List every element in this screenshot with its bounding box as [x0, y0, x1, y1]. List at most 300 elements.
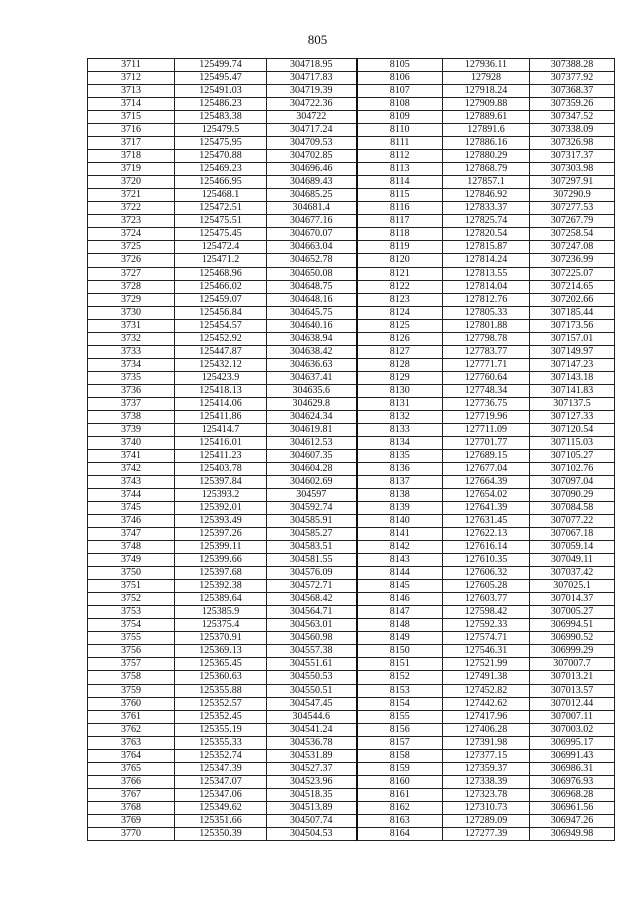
- y-coordinate-left-cell: 304547.45: [267, 697, 357, 710]
- x-coordinate-right-cell: 127616.14: [443, 541, 530, 554]
- x-coordinate-right-cell: 127521.99: [443, 658, 530, 671]
- x-coordinate-left-cell: 125468.1: [175, 189, 267, 202]
- x-coordinate-right-cell: 127891.6: [443, 124, 530, 137]
- table-row: [88, 801, 615, 814]
- x-coordinate-left-cell: 125414.06: [175, 397, 267, 410]
- point-number-left-cell: 3759: [88, 684, 175, 697]
- table-row: [88, 462, 615, 475]
- x-coordinate-left-cell: 125355.33: [175, 736, 267, 749]
- x-coordinate-left-cell: 125392.01: [175, 502, 267, 515]
- table-row: [88, 137, 615, 150]
- x-coordinate-left-cell: 125365.45: [175, 658, 267, 671]
- x-coordinate-left-cell: 125452.92: [175, 332, 267, 345]
- x-coordinate-right-cell: 127918.24: [443, 85, 530, 98]
- y-coordinate-left-cell: 304722: [267, 111, 357, 124]
- table-row: [88, 410, 615, 423]
- x-coordinate-right-cell: 127846.92: [443, 189, 530, 202]
- y-coordinate-left-cell: 304576.09: [267, 567, 357, 580]
- x-coordinate-left-cell: 125432.12: [175, 358, 267, 371]
- y-coordinate-right-cell: 307277.53: [530, 202, 615, 215]
- x-coordinate-left-cell: 125491.03: [175, 85, 267, 98]
- x-coordinate-left-cell: 125360.63: [175, 671, 267, 684]
- y-coordinate-right-cell: 307368.37: [530, 85, 615, 98]
- point-number-left-cell: 3755: [88, 632, 175, 645]
- point-number-right-cell: 8158: [357, 749, 443, 762]
- point-number-left-cell: 3747: [88, 528, 175, 541]
- x-coordinate-right-cell: 127880.29: [443, 150, 530, 163]
- table-row: [88, 228, 615, 241]
- x-coordinate-right-cell: 127574.71: [443, 632, 530, 645]
- point-number-left-cell: 3758: [88, 671, 175, 684]
- y-coordinate-right-cell: 307067.18: [530, 528, 615, 541]
- y-coordinate-left-cell: 304718.95: [267, 59, 357, 72]
- point-number-right-cell: 8147: [357, 606, 443, 619]
- x-coordinate-left-cell: 125375.4: [175, 619, 267, 632]
- point-number-left-cell: 3760: [88, 697, 175, 710]
- y-coordinate-right-cell: 307127.33: [530, 410, 615, 423]
- y-coordinate-right-cell: 307143.18: [530, 371, 615, 384]
- y-coordinate-left-cell: 304527.37: [267, 762, 357, 775]
- point-number-left-cell: 3738: [88, 410, 175, 423]
- y-coordinate-right-cell: 307303.98: [530, 163, 615, 176]
- x-coordinate-right-cell: 127598.42: [443, 606, 530, 619]
- x-coordinate-right-cell: 127936.11: [443, 59, 530, 72]
- point-number-right-cell: 8117: [357, 215, 443, 228]
- x-coordinate-right-cell: 127377.15: [443, 749, 530, 762]
- x-coordinate-right-cell: 127701.77: [443, 436, 530, 449]
- point-number-left-cell: 3757: [88, 658, 175, 671]
- point-number-right-cell: 8157: [357, 736, 443, 749]
- point-number-left-cell: 3770: [88, 827, 175, 840]
- x-coordinate-right-cell: 127814.24: [443, 254, 530, 267]
- x-coordinate-right-cell: 127338.39: [443, 775, 530, 788]
- x-coordinate-left-cell: 125423.9: [175, 371, 267, 384]
- point-number-right-cell: 8161: [357, 788, 443, 801]
- y-coordinate-right-cell: 307084.58: [530, 502, 615, 515]
- table-row: [88, 775, 615, 788]
- x-coordinate-right-cell: 127711.09: [443, 423, 530, 436]
- y-coordinate-right-cell: 307077.22: [530, 515, 615, 528]
- y-coordinate-left-cell: 304648.75: [267, 280, 357, 293]
- table-row: [88, 567, 615, 580]
- x-coordinate-right-cell: 127605.28: [443, 580, 530, 593]
- point-number-right-cell: 8144: [357, 567, 443, 580]
- x-coordinate-right-cell: 127417.96: [443, 710, 530, 723]
- y-coordinate-right-cell: 306947.26: [530, 814, 615, 827]
- y-coordinate-left-cell: 304717.83: [267, 72, 357, 85]
- point-number-right-cell: 8111: [357, 137, 443, 150]
- point-number-left-cell: 3740: [88, 436, 175, 449]
- x-coordinate-right-cell: 127798.78: [443, 332, 530, 345]
- y-coordinate-left-cell: 304677.16: [267, 215, 357, 228]
- point-number-right-cell: 8127: [357, 345, 443, 358]
- point-number-left-cell: 3764: [88, 749, 175, 762]
- table-row: [88, 293, 615, 306]
- table-row: [88, 645, 615, 658]
- x-coordinate-right-cell: 127812.76: [443, 293, 530, 306]
- y-coordinate-left-cell: 304597: [267, 489, 357, 502]
- x-coordinate-right-cell: 127442.62: [443, 697, 530, 710]
- y-coordinate-left-cell: 304563.01: [267, 619, 357, 632]
- table-row: [88, 267, 615, 280]
- y-coordinate-right-cell: 307258.54: [530, 228, 615, 241]
- x-coordinate-left-cell: 125411.23: [175, 449, 267, 462]
- point-number-left-cell: 3734: [88, 358, 175, 371]
- point-number-left-cell: 3727: [88, 267, 175, 280]
- table-row: [88, 788, 615, 801]
- x-coordinate-left-cell: 125399.66: [175, 554, 267, 567]
- table-row: [88, 619, 615, 632]
- x-coordinate-right-cell: 127592.33: [443, 619, 530, 632]
- x-coordinate-left-cell: 125459.07: [175, 293, 267, 306]
- y-coordinate-left-cell: 304709.53: [267, 137, 357, 150]
- y-coordinate-left-cell: 304681.4: [267, 202, 357, 215]
- x-coordinate-right-cell: 127452.82: [443, 684, 530, 697]
- point-number-left-cell: 3756: [88, 645, 175, 658]
- table-row: [88, 124, 615, 137]
- y-coordinate-right-cell: 307007.7: [530, 658, 615, 671]
- x-coordinate-left-cell: 125393.49: [175, 515, 267, 528]
- table-row: [88, 762, 615, 775]
- y-coordinate-right-cell: 306994.51: [530, 619, 615, 632]
- point-number-left-cell: 3749: [88, 554, 175, 567]
- x-coordinate-left-cell: 125370.91: [175, 632, 267, 645]
- point-number-right-cell: 8124: [357, 306, 443, 319]
- y-coordinate-right-cell: 307157.01: [530, 332, 615, 345]
- table-row: [88, 384, 615, 397]
- table-row: [88, 684, 615, 697]
- point-number-left-cell: 3725: [88, 241, 175, 254]
- table-row: [88, 541, 615, 554]
- x-coordinate-right-cell: 127654.02: [443, 489, 530, 502]
- y-coordinate-right-cell: 307225.07: [530, 267, 615, 280]
- y-coordinate-right-cell: 306999.29: [530, 645, 615, 658]
- y-coordinate-left-cell: 304638.94: [267, 332, 357, 345]
- point-number-left-cell: 3750: [88, 567, 175, 580]
- table-row: [88, 723, 615, 736]
- point-number-right-cell: 8119: [357, 241, 443, 254]
- x-coordinate-left-cell: 125349.62: [175, 801, 267, 814]
- x-coordinate-right-cell: 127771.71: [443, 358, 530, 371]
- y-coordinate-left-cell: 304518.35: [267, 788, 357, 801]
- y-coordinate-left-cell: 304624.34: [267, 410, 357, 423]
- y-coordinate-right-cell: 307120.54: [530, 423, 615, 436]
- x-coordinate-right-cell: 127546.31: [443, 645, 530, 658]
- y-coordinate-right-cell: 307247.08: [530, 241, 615, 254]
- point-number-right-cell: 8151: [357, 658, 443, 671]
- x-coordinate-right-cell: 127886.16: [443, 137, 530, 150]
- table-row: [88, 150, 615, 163]
- table-row: [88, 489, 615, 502]
- x-coordinate-right-cell: 127391.98: [443, 736, 530, 749]
- point-number-right-cell: 8148: [357, 619, 443, 632]
- y-coordinate-right-cell: 306949.98: [530, 827, 615, 840]
- point-number-right-cell: 8154: [357, 697, 443, 710]
- y-coordinate-left-cell: 304696.46: [267, 163, 357, 176]
- point-number-left-cell: 3767: [88, 788, 175, 801]
- y-coordinate-left-cell: 304663.04: [267, 241, 357, 254]
- point-number-left-cell: 3736: [88, 384, 175, 397]
- point-number-right-cell: 8139: [357, 502, 443, 515]
- y-coordinate-right-cell: 307059.14: [530, 541, 615, 554]
- x-coordinate-right-cell: 127815.87: [443, 241, 530, 254]
- x-coordinate-right-cell: 127689.15: [443, 449, 530, 462]
- point-number-right-cell: 8109: [357, 111, 443, 124]
- point-number-right-cell: 8123: [357, 293, 443, 306]
- x-coordinate-left-cell: 125479.5: [175, 124, 267, 137]
- table-row: [88, 476, 615, 489]
- point-number-right-cell: 8133: [357, 423, 443, 436]
- x-coordinate-left-cell: 125351.66: [175, 814, 267, 827]
- point-number-right-cell: 8134: [357, 436, 443, 449]
- y-coordinate-left-cell: 304638.42: [267, 345, 357, 358]
- y-coordinate-right-cell: 307102.76: [530, 462, 615, 475]
- table-row: [88, 85, 615, 98]
- y-coordinate-right-cell: 307012.44: [530, 697, 615, 710]
- point-number-left-cell: 3721: [88, 189, 175, 202]
- y-coordinate-left-cell: 304670.07: [267, 228, 357, 241]
- x-coordinate-left-cell: 125403.78: [175, 462, 267, 475]
- table-row: [88, 749, 615, 762]
- y-coordinate-left-cell: 304583.51: [267, 541, 357, 554]
- x-coordinate-left-cell: 125393.2: [175, 489, 267, 502]
- table-row: [88, 176, 615, 189]
- x-coordinate-right-cell: 127857.1: [443, 176, 530, 189]
- x-coordinate-left-cell: 125397.68: [175, 567, 267, 580]
- point-number-left-cell: 3765: [88, 762, 175, 775]
- point-number-right-cell: 8152: [357, 671, 443, 684]
- table-row: [88, 163, 615, 176]
- y-coordinate-left-cell: 304702.85: [267, 150, 357, 163]
- x-coordinate-left-cell: 125470.88: [175, 150, 267, 163]
- table-row: [88, 528, 615, 541]
- point-number-right-cell: 8160: [357, 775, 443, 788]
- x-coordinate-right-cell: 127783.77: [443, 345, 530, 358]
- table-row: [88, 358, 615, 371]
- x-coordinate-left-cell: 125350.39: [175, 827, 267, 840]
- y-coordinate-left-cell: 304564.71: [267, 606, 357, 619]
- x-coordinate-left-cell: 125347.39: [175, 762, 267, 775]
- table-row: [88, 371, 615, 384]
- point-number-left-cell: 3751: [88, 580, 175, 593]
- point-number-left-cell: 3752: [88, 593, 175, 606]
- y-coordinate-right-cell: 307003.02: [530, 723, 615, 736]
- table-row: [88, 98, 615, 111]
- x-coordinate-right-cell: 127310.73: [443, 801, 530, 814]
- point-number-left-cell: 3730: [88, 306, 175, 319]
- point-number-right-cell: 8137: [357, 476, 443, 489]
- point-number-left-cell: 3712: [88, 72, 175, 85]
- y-coordinate-left-cell: 304557.38: [267, 645, 357, 658]
- x-coordinate-left-cell: 125352.45: [175, 710, 267, 723]
- x-coordinate-left-cell: 125411.86: [175, 410, 267, 423]
- y-coordinate-left-cell: 304717.24: [267, 124, 357, 137]
- point-number-left-cell: 3724: [88, 228, 175, 241]
- table-row: [88, 580, 615, 593]
- point-number-right-cell: 8118: [357, 228, 443, 241]
- table-row: [88, 814, 615, 827]
- point-number-right-cell: 8129: [357, 371, 443, 384]
- y-coordinate-right-cell: 307013.21: [530, 671, 615, 684]
- x-coordinate-left-cell: 125397.26: [175, 528, 267, 541]
- y-coordinate-right-cell: 306991.43: [530, 749, 615, 762]
- x-coordinate-right-cell: 127889.61: [443, 111, 530, 124]
- point-number-left-cell: 3743: [88, 476, 175, 489]
- y-coordinate-right-cell: 306995.17: [530, 736, 615, 749]
- x-coordinate-left-cell: 125456.84: [175, 306, 267, 319]
- y-coordinate-left-cell: 304592.74: [267, 502, 357, 515]
- point-number-left-cell: 3718: [88, 150, 175, 163]
- x-coordinate-left-cell: 125466.02: [175, 280, 267, 293]
- x-coordinate-right-cell: 127760.64: [443, 371, 530, 384]
- table-row: [88, 72, 615, 85]
- point-number-right-cell: 8143: [357, 554, 443, 567]
- point-number-left-cell: 3732: [88, 332, 175, 345]
- x-coordinate-left-cell: 125347.07: [175, 775, 267, 788]
- y-coordinate-left-cell: 304652.78: [267, 254, 357, 267]
- y-coordinate-right-cell: 307141.83: [530, 384, 615, 397]
- x-coordinate-left-cell: 125399.11: [175, 541, 267, 554]
- point-number-left-cell: 3714: [88, 98, 175, 111]
- point-number-right-cell: 8122: [357, 280, 443, 293]
- y-coordinate-left-cell: 304650.08: [267, 267, 357, 280]
- y-coordinate-right-cell: 307267.79: [530, 215, 615, 228]
- x-coordinate-left-cell: 125352.74: [175, 749, 267, 762]
- x-coordinate-right-cell: 127491.38: [443, 671, 530, 684]
- point-number-right-cell: 8106: [357, 72, 443, 85]
- y-coordinate-left-cell: 304640.16: [267, 319, 357, 332]
- y-coordinate-left-cell: 304536.78: [267, 736, 357, 749]
- table-row: [88, 436, 615, 449]
- point-number-left-cell: 3762: [88, 723, 175, 736]
- x-coordinate-right-cell: 127631.45: [443, 515, 530, 528]
- table-row: [88, 449, 615, 462]
- table-row: [88, 423, 615, 436]
- y-coordinate-right-cell: 307202.66: [530, 293, 615, 306]
- x-coordinate-left-cell: 125475.95: [175, 137, 267, 150]
- x-coordinate-left-cell: 125418.13: [175, 384, 267, 397]
- y-coordinate-left-cell: 304523.96: [267, 775, 357, 788]
- x-coordinate-right-cell: 127323.78: [443, 788, 530, 801]
- y-coordinate-right-cell: 307105.27: [530, 449, 615, 462]
- point-number-right-cell: 8153: [357, 684, 443, 697]
- table-row: [88, 658, 615, 671]
- point-number-right-cell: 8132: [357, 410, 443, 423]
- point-number-left-cell: 3735: [88, 371, 175, 384]
- point-number-right-cell: 8110: [357, 124, 443, 137]
- table-row: [88, 593, 615, 606]
- point-number-right-cell: 8126: [357, 332, 443, 345]
- y-coordinate-left-cell: 304550.53: [267, 671, 357, 684]
- point-number-right-cell: 8120: [357, 254, 443, 267]
- x-coordinate-left-cell: 125389.64: [175, 593, 267, 606]
- point-number-left-cell: 3761: [88, 710, 175, 723]
- y-coordinate-right-cell: 307137.5: [530, 397, 615, 410]
- table-row: [88, 254, 615, 267]
- x-coordinate-right-cell: 127664.39: [443, 476, 530, 489]
- table-row: [88, 827, 615, 840]
- x-coordinate-right-cell: 127801.88: [443, 319, 530, 332]
- point-number-right-cell: 8159: [357, 762, 443, 775]
- y-coordinate-right-cell: 307097.04: [530, 476, 615, 489]
- y-coordinate-left-cell: 304585.91: [267, 515, 357, 528]
- y-coordinate-right-cell: 306986.31: [530, 762, 615, 775]
- y-coordinate-left-cell: 304513.89: [267, 801, 357, 814]
- x-coordinate-left-cell: 125347.06: [175, 788, 267, 801]
- point-number-right-cell: 8150: [357, 645, 443, 658]
- y-coordinate-left-cell: 304551.61: [267, 658, 357, 671]
- x-coordinate-right-cell: 127406.28: [443, 723, 530, 736]
- y-coordinate-right-cell: 306961.56: [530, 801, 615, 814]
- y-coordinate-left-cell: 304719.39: [267, 85, 357, 98]
- point-number-right-cell: 8105: [357, 59, 443, 72]
- y-coordinate-left-cell: 304648.16: [267, 293, 357, 306]
- x-coordinate-right-cell: 127805.33: [443, 306, 530, 319]
- point-number-left-cell: 3716: [88, 124, 175, 137]
- x-coordinate-right-cell: 127277.39: [443, 827, 530, 840]
- x-coordinate-right-cell: 127833.37: [443, 202, 530, 215]
- table-row: [88, 345, 615, 358]
- x-coordinate-right-cell: 127825.74: [443, 215, 530, 228]
- y-coordinate-left-cell: 304722.36: [267, 98, 357, 111]
- x-coordinate-left-cell: 125355.88: [175, 684, 267, 697]
- x-coordinate-right-cell: 127610.35: [443, 554, 530, 567]
- x-coordinate-right-cell: 127748.34: [443, 384, 530, 397]
- table-row: [88, 280, 615, 293]
- table-row: [88, 710, 615, 723]
- point-number-left-cell: 3769: [88, 814, 175, 827]
- table-row: [88, 241, 615, 254]
- x-coordinate-left-cell: 125472.51: [175, 202, 267, 215]
- y-coordinate-left-cell: 304612.53: [267, 436, 357, 449]
- point-number-left-cell: 3729: [88, 293, 175, 306]
- x-coordinate-right-cell: 127820.54: [443, 228, 530, 241]
- x-coordinate-right-cell: 127359.37: [443, 762, 530, 775]
- point-number-left-cell: 3763: [88, 736, 175, 749]
- point-number-left-cell: 3739: [88, 423, 175, 436]
- coordinates-table: [87, 58, 615, 841]
- point-number-left-cell: 3746: [88, 515, 175, 528]
- coordinates-table-body: [88, 59, 615, 841]
- x-coordinate-right-cell: 127928: [443, 72, 530, 85]
- y-coordinate-right-cell: 307149.97: [530, 345, 615, 358]
- y-coordinate-right-cell: 307214.65: [530, 280, 615, 293]
- y-coordinate-right-cell: 307007.11: [530, 710, 615, 723]
- table-row: [88, 697, 615, 710]
- point-number-right-cell: 8113: [357, 163, 443, 176]
- y-coordinate-right-cell: 307185.44: [530, 306, 615, 319]
- point-number-left-cell: 3720: [88, 176, 175, 189]
- x-coordinate-left-cell: 125475.51: [175, 215, 267, 228]
- y-coordinate-right-cell: 307025.1: [530, 580, 615, 593]
- point-number-right-cell: 8116: [357, 202, 443, 215]
- x-coordinate-right-cell: 127868.79: [443, 163, 530, 176]
- table-row: [88, 671, 615, 684]
- x-coordinate-left-cell: 125468.96: [175, 267, 267, 280]
- point-number-left-cell: 3733: [88, 345, 175, 358]
- y-coordinate-right-cell: 307037.42: [530, 567, 615, 580]
- y-coordinate-left-cell: 304637.41: [267, 371, 357, 384]
- y-coordinate-left-cell: 304507.74: [267, 814, 357, 827]
- point-number-right-cell: 8140: [357, 515, 443, 528]
- point-number-right-cell: 8141: [357, 528, 443, 541]
- x-coordinate-right-cell: 127677.04: [443, 462, 530, 475]
- point-number-right-cell: 8114: [357, 176, 443, 189]
- x-coordinate-right-cell: 127736.75: [443, 397, 530, 410]
- x-coordinate-left-cell: 125397.84: [175, 476, 267, 489]
- point-number-left-cell: 3744: [88, 489, 175, 502]
- table-row: [88, 111, 615, 124]
